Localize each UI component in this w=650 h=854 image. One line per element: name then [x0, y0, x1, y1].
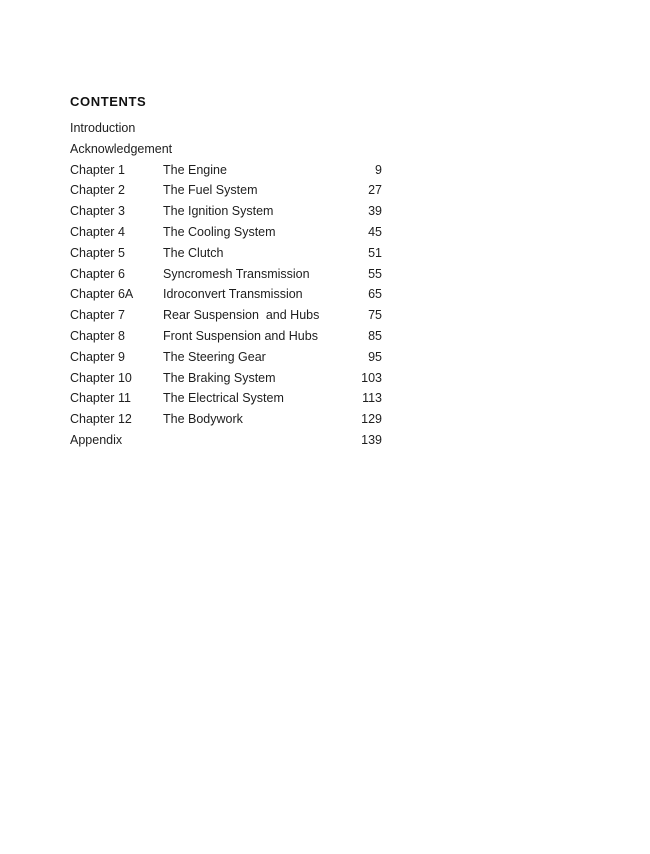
- toc-entry-label: Acknowledgement: [70, 141, 173, 156]
- toc-entry-title: The Clutch: [163, 245, 224, 260]
- toc-entry-title: The Braking System: [163, 370, 276, 385]
- toc-entry-chapter-10: [70, 368, 390, 389]
- toc-entry-chapter-4: [70, 222, 390, 243]
- toc-entry-chapter-12: [70, 409, 390, 430]
- toc-entry-chapter-5: [70, 243, 390, 264]
- toc-entry-page: 75: [368, 308, 382, 323]
- toc-entry-introduction: [70, 118, 390, 139]
- toc-entry-page: 85: [368, 328, 382, 343]
- toc-entry-page: 55: [368, 266, 382, 281]
- toc-entry-chapter-11: [70, 388, 390, 409]
- toc-entry-page: 39: [368, 204, 382, 219]
- toc-entry-label: Chapter 1: [70, 162, 125, 177]
- toc-entry-label: Introduction: [70, 121, 136, 135]
- toc-entry-label: Chapter 3: [70, 204, 125, 219]
- toc-entry-chapter-6: [70, 264, 390, 285]
- toc-entry-title: The Electrical System: [163, 391, 284, 406]
- toc-entry-label: Chapter 4: [70, 224, 125, 239]
- contents-heading: CONTENTS: [70, 94, 147, 109]
- toc-entry-title: The Fuel System: [163, 183, 258, 198]
- toc-entry-label: Chapter 2: [70, 183, 125, 198]
- toc-entry-page: 103: [361, 370, 382, 385]
- toc-entry-chapter-7: [70, 305, 390, 326]
- toc-entry-title: Syncromesh Transmission: [163, 266, 310, 281]
- toc-entry-page: 9: [375, 162, 382, 177]
- toc-entry-label: Chapter 6A: [70, 287, 134, 302]
- toc-entry-title: The Steering Gear: [163, 349, 266, 364]
- toc-entry-title: Front Suspension and Hubs: [163, 328, 318, 343]
- toc-entry-page: 51: [368, 245, 382, 260]
- toc-entry-chapter-1: [70, 160, 390, 181]
- toc-entry-chapter-8: [70, 326, 390, 347]
- toc-entry-acknowledgement: [70, 139, 390, 160]
- toc-entry-title: The Engine: [163, 162, 227, 177]
- toc-entry-label: Chapter 9: [70, 349, 125, 364]
- toc-entry-label: Chapter 5: [70, 245, 125, 260]
- toc-entry-label: Chapter 7: [70, 308, 125, 323]
- toc-entry-page: 129: [361, 412, 382, 427]
- toc-entry-page: 113: [362, 391, 382, 406]
- toc-entry-title: Rear Suspension and Hubs: [163, 308, 320, 323]
- toc-entry-label: Chapter 11: [70, 391, 131, 406]
- toc-entry-title: The Cooling System: [163, 224, 276, 239]
- toc-entry-chapter-2: [70, 180, 390, 201]
- toc-entry-page: 95: [368, 349, 382, 364]
- toc-entry-chapter-9: [70, 347, 390, 368]
- toc-entry-label: Chapter 8: [70, 328, 125, 343]
- toc-entry-title: The Bodywork: [163, 412, 243, 427]
- toc-entry-page: 45: [368, 224, 382, 239]
- toc-entry-page: 27: [368, 183, 382, 198]
- toc-entry-chapter-6a: [70, 284, 390, 305]
- toc-entry-label: Chapter 6: [70, 266, 125, 281]
- toc-entry-page: 139: [361, 432, 382, 447]
- toc-entry-label: Appendix: [70, 432, 123, 447]
- toc-entry-title: The Ignition System: [163, 204, 274, 219]
- toc-entry-label: Chapter 12: [70, 412, 132, 427]
- toc-entry-title: Idroconvert Transmission: [163, 287, 303, 302]
- toc-entry-page: 65: [368, 287, 382, 302]
- table-of-contents: [70, 118, 390, 451]
- toc-entry-appendix: [70, 430, 390, 451]
- toc-entry-label: Chapter 10: [70, 370, 132, 385]
- toc-entry-chapter-3: [70, 201, 390, 222]
